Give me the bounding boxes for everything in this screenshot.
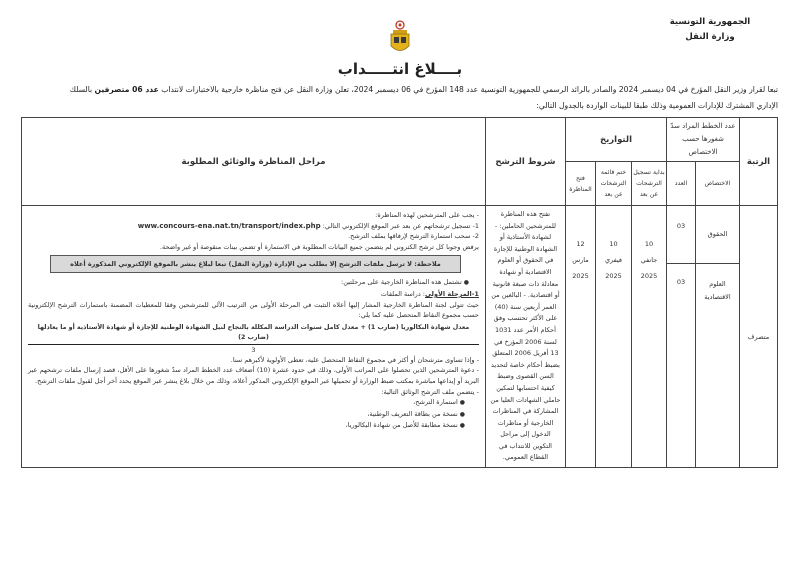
contest-open-date	[565, 206, 595, 468]
header-contest-open: فتح المناظرة	[565, 162, 595, 206]
stage1-desc: : دراسة الملفات	[380, 289, 425, 298]
ministry-name: وزارة النقل	[685, 32, 735, 42]
note-box: ملاحظة: لا ترسل ملفات الترشح إلا بطلب من الإدارة (وزارة النقل) تبعا لبلاغ ينشر بالموقع الإلكتروني المذكورة أعلاه	[50, 255, 461, 273]
doc-item: ● نسخة من بطاقة التعريف الوطنية،	[28, 409, 479, 421]
stages-step1	[28, 221, 479, 232]
date-month: مارس	[572, 256, 589, 264]
formula-denominator: 3	[251, 345, 256, 354]
stage1-title: 1-المرحلة الأولى	[424, 289, 479, 298]
page-title: بــــلاغ انتـــــداب	[337, 60, 463, 78]
date-day: 10	[644, 240, 654, 248]
date-day: 12	[576, 240, 585, 248]
recruitment-table	[21, 117, 778, 468]
date-month: جانفي	[640, 256, 658, 264]
specialty-name: العلوم الاقتصادية	[696, 264, 740, 468]
stages-step2: 2- سحب استمارة الترشح لإرفاقها بملف الترشح.	[348, 232, 479, 241]
score-formula	[28, 323, 479, 355]
specialty-count: 03	[666, 206, 695, 264]
tie-rule: - وإذا تساوى مترشحان أو أكثر في مجموع النقاط المتحصل عليه، تعطى الأولوية لأكبرهم سنا.	[230, 355, 479, 364]
rank-value: متصرف	[740, 206, 778, 468]
doc-item: ● نسخة مطابقة للأصل من شهادة البكالوريا،	[28, 420, 479, 432]
step1-text: 1- تسجيل ترشحاتهم عن بعد عبر الموقع الإلكتروني التالي:	[320, 221, 479, 230]
registration-close-date	[595, 206, 631, 468]
registration-link[interactable]: www.concours-ena.nat.tn/transport/index.php	[137, 221, 321, 230]
stages-cell	[22, 206, 486, 468]
doc-item: ● استمارة الترشح،	[28, 397, 479, 409]
date-day: 10	[609, 240, 618, 248]
date-month: فيفري	[604, 256, 622, 264]
date-year: 2025	[640, 272, 658, 280]
date-year: 2025	[605, 272, 622, 280]
header-rank: الرتبة	[740, 118, 778, 206]
header-registration-start: بداية تسجيل الترشحات عن بعد	[631, 162, 666, 206]
header-stages: مراحل المناظرة والوثائق المطلوبة	[22, 118, 486, 206]
registration-start-date	[631, 206, 666, 468]
specialty-name: الحقوق	[696, 206, 740, 264]
header-specialty: الاختصاص	[696, 162, 740, 206]
stage1-heading	[28, 289, 479, 300]
formula-numerator: معدل شهادة البكالوريا (ضارب 1) + معدل كامل سنوات الدراسة المكللة بالنجاح لنيل الشهادة الوطنية للإجازة أو شهادة الأستاذية أو ما يعادلها (ضارب 2)	[28, 323, 479, 345]
conditions-text: تفتح هذه المناظرة للمترشحين الحاملين: - لشهادة الأستاذية أو الشهادة الوطنية للإجازة في الحقوق أو العلوم الاقتصادية أو شهادة معادلة ذات صبغة قانونية أو اقتصادية. - البالغين من العمر أربعين سنة (40) على الأكثر تحتسب وفق أحكام الأمر عدد 1031 لسنة 2006 المؤرخ في 13 أفريل 2006 المتعلق بضبط أحكام خاصة لتحديد السن القصوى وضبط كيفية احتسابها لتمكين حاملي الشهادات العليا من المشاركة في المناظرات الخارجية أو مناظرات الدخول إلى مراحل التكوين للانتداب في القطاع العمومي.	[485, 206, 565, 468]
intro-text-end: بالسلك	[69, 85, 95, 94]
invite-text: - دعوة المترشحين الذين تحصلوا على المراتب الأولى، وذلك في حدود عشرة (10) أضعاف عدد الخطط المراد سدّ شغورها على الأقل، قصد إرسال ملفات ترشحهم عبر البريد أو إيداعها مباشرة بمكتب ضبط الوزارة أو تحميلها عبر الموقع الإلكتروني المذكور أعلاه، وذلك من خلال بلاغ ينشر عبر الموقع يحدد آخر أجل لقبول ملفات الترشح.	[28, 366, 479, 385]
stage1-text: حيث تتولى لجنة المناظرة الخارجية المشار إليها أعلاه التثبت في المرحلة الأولى من الترتيب الآلي للمترشحين وفقا للمعطيات المضمنة باستمارات الترشح الإلكترونية حسب مجموع النقاط المتحصل عليه كما يلي:	[28, 300, 479, 320]
coat-of-arms-icon	[388, 20, 412, 56]
intro-paragraph	[16, 84, 778, 95]
header-count: العدد	[666, 162, 695, 206]
stages-reject: يرفض وجوبا كل ترشح الكتروني لم يتضمن جميع البيانات المطلوبة في الاستمارة أو تضمن بينات منقوصة أو غير واضحة.	[159, 242, 479, 251]
header-registration-close: ختم قائمة الترشحات عن بعد	[595, 162, 631, 206]
stages-must: - يجب على المترشحين لهذه المناظرة:	[375, 211, 479, 219]
docs-intro: - يتضمن ملف الترشح الوثائق التالية:	[381, 387, 479, 396]
header-dates: التواريخ	[565, 118, 666, 162]
intro-paragraph-2: الإداري المشترك للإدارات العمومية وذلك طبقا للبينات الواردة بالجدول التالي:	[536, 101, 778, 110]
date-year: 2025	[572, 272, 589, 280]
header-positions: عدد الخطط المراد سدّ شغورها حسب الاختصاص	[666, 118, 739, 162]
two-stages: ● تشتمل هذه المناظرة الخارجية على مرحلتين:	[28, 277, 479, 289]
header-conditions: شروط الترشح	[485, 118, 565, 206]
intro-text: تبعا لقرار وزير النقل المؤرخ في 04 ديسمبر 2024 والصادر بالرائد الرسمي للجمهورية التونسية عدد 148 المؤرخ في 06 ديسمبر 2024، تعلن وزارة النقل عن فتح مناظرة خارجية بالاختبارات لانتداب	[158, 85, 778, 94]
country-name: الجمهورية التونسية	[669, 17, 751, 27]
intro-bold-count: عدد 06 متصرفين	[94, 85, 159, 94]
specialty-count: 03	[666, 264, 695, 468]
